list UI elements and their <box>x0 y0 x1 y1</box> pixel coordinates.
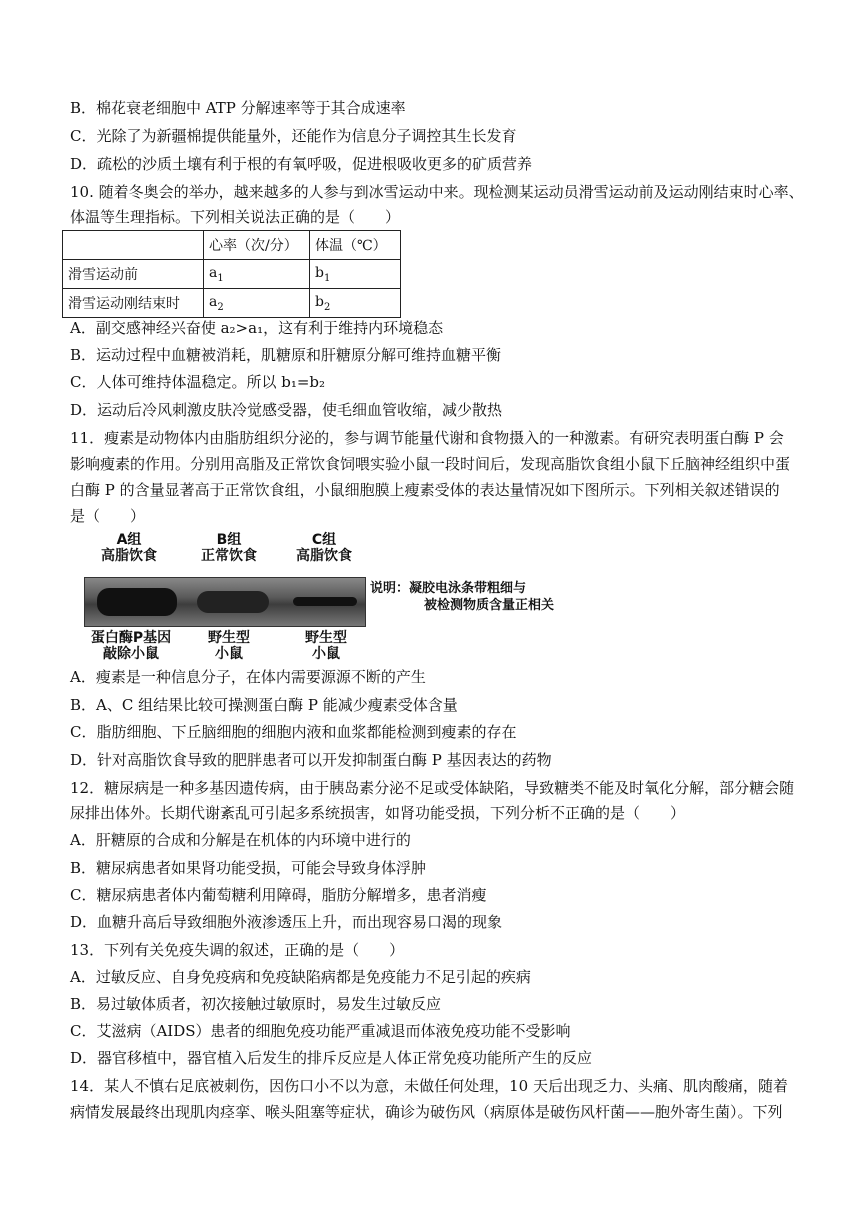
lane-b-top-label: B组 正常饮食 <box>201 532 257 564</box>
q11-option-c: C．脂肪细胞、下丘脑细胞的细胞内液和血浆都能检测到瘦素的存在 <box>70 723 517 741</box>
q12-option-d: D．血糖升高后导致细胞外液渗透压上升，而出现容易口渴的现象 <box>70 913 503 931</box>
q13-option-d: D．器官移植中，器官植入后发生的排斥反应是人体正常免疫功能所产生的反应 <box>70 1049 593 1067</box>
q9-option-c: C．光除了为新疆棉提供能量外，还能作为信息分子调控其生长发育 <box>70 127 517 145</box>
gel-electrophoresis-figure <box>74 530 574 665</box>
table-cell: $b_2$ <box>310 289 401 318</box>
q12-option-c: C．糖尿病患者体内葡萄糖利用障碍，脂肪分解增多，患者消瘦 <box>70 886 487 904</box>
table-header-cell <box>63 231 204 260</box>
q13-option-a: A．过敏反应、自身免疫病和免疫缺陷病都是免疫能力不足引起的疾病 <box>70 968 531 986</box>
q13-option-c: C．艾滋病（AIDS）患者的细胞免疫功能严重减退而体液免疫功能不受影响 <box>70 1022 571 1040</box>
q11-option-d: D．针对高脂饮食导致的肥胖患者可以开发抑制蛋白酶 P 基因表达的药物 <box>70 751 552 769</box>
figure-note: 说明：凝胶电泳条带粗细与 被检测物质含量正相关 <box>370 581 555 613</box>
table-row <box>63 289 401 318</box>
q10-stem-line1: 10. 随着冬奥会的举办，越来越多的人参与到冰雪运动中来。现检测某运动员滑雪运动前及运动刚结束时心率、 <box>70 183 804 201</box>
lane-c-band <box>293 597 357 606</box>
q9-option-b: B．棉花衰老细胞中 ATP 分解速率等于其合成速率 <box>70 99 406 117</box>
lane-b-bottom-label: 野生型 小鼠 <box>208 630 250 662</box>
gel-image <box>84 577 366 627</box>
q11-stem-line3: 白酶 P 的含量显著高于正常饮食组，小鼠细胞膜上瘦素受体的表达量情况如下图所示。下列相关叙述错误的 <box>70 481 780 499</box>
lane-c-bottom-label: 野生型 小鼠 <box>305 630 347 662</box>
q9-option-d: D．疏松的沙质土壤有利于根的有氧呼吸，促进根吸收更多的矿质营养 <box>70 155 533 173</box>
q12-stem-line2: 尿排出体外。长期代谢紊乱可引起多系统损害，如肾功能受损，下列分析不正确的是（ ） <box>70 804 686 822</box>
q14-stem-line2: 病情发展最终出现肌肉痉挛、喉头阻塞等症状，确诊为破伤风（病原体是破伤风杆菌——胞外寄生菌）。下列 <box>70 1103 783 1121</box>
q14-stem-line1: 14．某人不慎右足底被刺伤，因伤口小不以为意，未做任何处理，10 天后出现乏力、头痛、肌肉酸痛，随着 <box>70 1077 788 1095</box>
q10-option-a: A．副交感神经兴奋使 a₂>a₁，这有利于维持内环境稳态 <box>70 319 444 337</box>
q11-option-a: A．瘦素是一种信息分子，在体内需要源源不断的产生 <box>70 668 426 686</box>
q13-option-b: B．易过敏体质者，初次接触过敏原时，易发生过敏反应 <box>70 995 442 1013</box>
lane-a-top-label: A组 高脂饮食 <box>101 532 157 564</box>
q11-stem-line1: 11．瘦素是动物体内由脂肪组织分泌的，参与调节能量代谢和食物摄入的一种激素。有研究表明蛋白酶 P 会 <box>70 429 784 447</box>
table-cell: 滑雪运动刚结束时 <box>63 289 204 318</box>
lane-c-top-label: C组 高脂饮食 <box>296 532 352 564</box>
q11-stem-line4: 是（ ） <box>70 507 146 525</box>
q13-stem: 13．下列有关免疫失调的叙述，正确的是（ ） <box>70 941 405 959</box>
table-header-row <box>63 231 401 260</box>
table-cell: $b_1$ <box>310 260 401 289</box>
q12-option-a: A．肝糖原的合成和分解是在机体的内环境中进行的 <box>70 831 411 849</box>
table-header-cell: 体温（℃） <box>310 231 401 260</box>
table-cell: 滑雪运动前 <box>63 260 204 289</box>
q10-option-d: D．运动后冷风刺激皮肤冷觉感受器，使毛细血管收缩，减少散热 <box>70 401 503 419</box>
q10-option-c: C．人体可维持体温稳定。所以 b₁=b₂ <box>70 373 326 391</box>
table-row <box>63 260 401 289</box>
q10-stem-line2: 体温等生理指标。下列相关说法正确的是（ ） <box>70 208 401 226</box>
q11-option-b: B．A、C 组结果比较可操测蛋白酶 P 能减少瘦素受体含量 <box>70 696 458 714</box>
table-cell: $a_2$ <box>204 289 310 318</box>
table-cell: $a_1$ <box>204 260 310 289</box>
lane-b-band <box>197 591 269 613</box>
q11-stem-line2: 影响瘦素的作用。分别用高脂及正常饮食饲喂实验小鼠一段时间后，发现高脂饮食组小鼠下丘脑神经组织中蛋 <box>70 455 791 473</box>
lane-a-bottom-label: 蛋白酶P基因 敲除小鼠 <box>90 630 172 662</box>
table-header-cell: 心率（次/分） <box>204 231 310 260</box>
lane-a-band <box>97 588 177 616</box>
q12-stem-line1: 12．糖尿病是一种多基因遗传病，由于胰岛素分泌不足或受体缺陷，导致糖类不能及时氧化分解，部分糖会随 <box>70 779 795 797</box>
q12-option-b: B．糖尿病患者如果肾功能受损，可能会导致身体浮肿 <box>70 859 427 877</box>
vitals-table <box>62 230 401 318</box>
q10-option-b: B．运动过程中血糖被消耗，肌糖原和肝糖原分解可维持血糖平衡 <box>70 346 502 364</box>
